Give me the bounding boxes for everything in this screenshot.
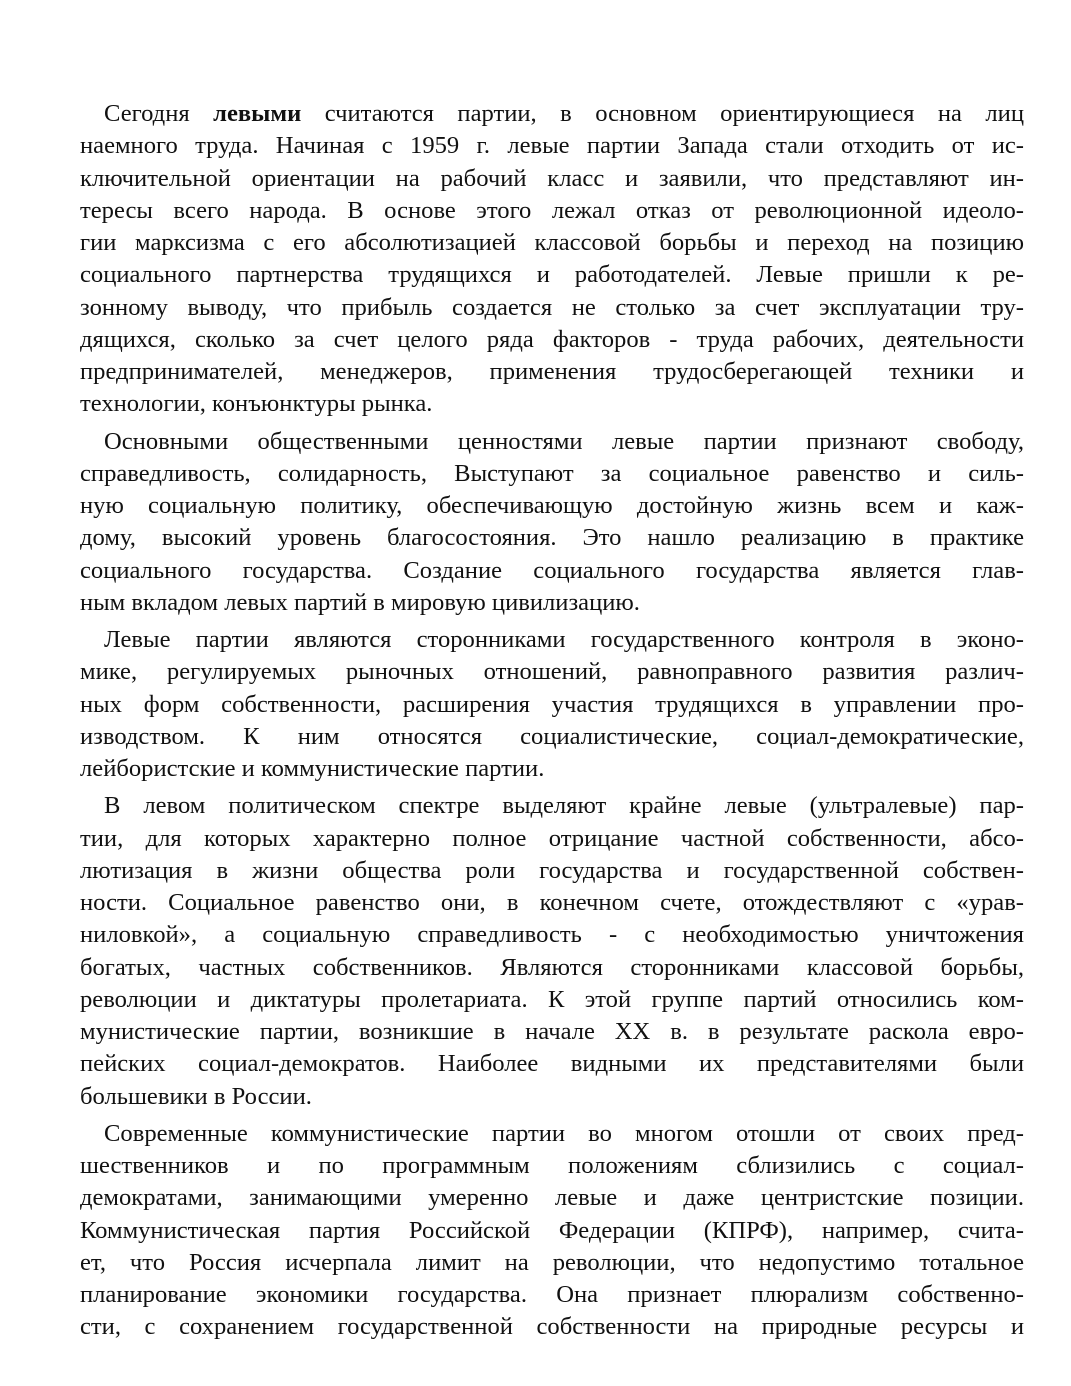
text-segment: тересы всего народа. В основе этого лежал отказ от революционной идеоло- — [80, 196, 1024, 224]
text-line — [80, 823, 1024, 855]
text-line — [80, 324, 1024, 356]
text-segment: зонному выводу, что прибыль создается не столько за счет эксплуатации тру- — [80, 293, 1024, 321]
text-segment: социального государства. Создание социального государства является глав- — [80, 556, 1024, 584]
text-segment: планирование экономики государства. Она признает плюрализм собственно- — [80, 1281, 1024, 1308]
text-segment: ности. Социальное равенство они, в конечном счете, отождествляют с «урав- — [80, 889, 1024, 916]
text-segment: дому, высокий уровень благосостояния. Это нашло реализацию в практике — [80, 524, 1024, 552]
text-segment: революции и диктатуры пролетариата. К этой группе партий относились ком- — [80, 985, 1024, 1013]
text-segment: ключительной ориентации на рабочий класс и заявили, что представляют ин- — [80, 164, 1024, 192]
text-segment: ным вкладом левых партий в мировую цивилизацию. — [80, 588, 640, 616]
text-segment: Основными общественными ценностями левые партии признают свободу, — [104, 427, 1024, 455]
text-segment: сти, с сохранением государственной собственности на природные ресурсы и — [80, 1313, 1024, 1341]
text-line — [80, 388, 1024, 420]
text-segment: демократами, занимающими умеренно левые и даже центристские позиции. — [80, 1184, 1024, 1212]
paragraph — [80, 426, 1024, 620]
text-segment: ниловкой», а социальную справедливость - с необходимостью уничтожения — [80, 921, 1024, 949]
text-line — [80, 1311, 1024, 1343]
text-line — [80, 356, 1024, 388]
text-line — [80, 624, 1024, 656]
bold-term: левыми — [213, 100, 302, 127]
text-segment: справедливость, солидарность, Выступают за социальное равенство и силь- — [80, 459, 1024, 487]
paragraph — [80, 624, 1024, 785]
text-line — [80, 753, 1024, 785]
text-line — [80, 1215, 1024, 1247]
text-segment: гии марксизма с его абсолютизацией классовой борьбы и переход на позицию — [80, 229, 1024, 256]
text-line — [80, 292, 1024, 324]
text-line — [80, 587, 1024, 619]
text-line — [80, 790, 1024, 822]
text-line — [80, 555, 1024, 587]
text-segment: Левые партии являются сторонниками государственного контроля в эконо- — [104, 626, 1024, 653]
text-line — [80, 130, 1024, 162]
text-line — [80, 1247, 1024, 1279]
text-line — [80, 163, 1024, 195]
text-segment: тии, для которых характерно полное отрицание частной собственности, абсо- — [80, 824, 1024, 852]
text-line — [80, 195, 1024, 227]
text-segment: лютизация в жизни общества роли государства и государственной собствен- — [80, 856, 1024, 884]
text-line — [80, 98, 1024, 130]
text-line — [80, 656, 1024, 688]
text-segment: лейбористские и коммунистические партии. — [80, 755, 545, 782]
text-line — [80, 259, 1024, 291]
text-segment: считаются партии, в основном ориентирующиеся на лиц — [301, 100, 1024, 127]
text-segment: мике, регулируемых рыночных отношений, равноправного развития различ- — [80, 658, 1024, 686]
text-line — [80, 887, 1024, 919]
text-line — [80, 458, 1024, 490]
text-line — [80, 490, 1024, 522]
text-segment: Коммунистическая партия Российской Федерации (КПРФ), например, счита- — [80, 1216, 1024, 1244]
text-line — [80, 1279, 1024, 1311]
text-segment: социального партнерства трудящихся и работодателей. Левые пришли к ре- — [80, 261, 1024, 289]
text-line — [80, 984, 1024, 1016]
text-segment: Современные коммунистические партии во многом отошли от своих пред- — [104, 1119, 1024, 1147]
paragraph — [80, 1118, 1024, 1344]
text-line — [80, 1150, 1024, 1182]
text-line — [80, 227, 1024, 259]
text-line — [80, 721, 1024, 753]
text-line — [80, 1118, 1024, 1150]
text-line — [80, 1182, 1024, 1214]
text-line — [80, 1081, 1024, 1113]
text-segment: пейских социал-демократов. Наиболее видными их представителями были — [80, 1050, 1024, 1078]
text-segment: В левом политическом спектре выделяют крайне левые (ультралевые) пар- — [104, 792, 1024, 820]
text-segment: Сегодня — [104, 100, 214, 127]
document-body — [80, 98, 1024, 1349]
paragraph — [80, 790, 1024, 1113]
text-line — [80, 1048, 1024, 1080]
text-segment: изводством. К ним относятся социалистические, социал-демократические, — [80, 722, 1024, 750]
text-line — [80, 689, 1024, 721]
text-segment: дящихся, сколько за счет целого ряда факторов - труда рабочих, деятельности — [80, 325, 1024, 353]
paragraph — [80, 98, 1024, 421]
text-line — [80, 952, 1024, 984]
text-segment: ных форм собственности, расширения участия трудящихся в управлении про- — [80, 690, 1024, 718]
text-line — [80, 426, 1024, 458]
text-segment: наемного труда. Начиная с 1959 г. левые партии Запада стали отходить от ис- — [80, 132, 1024, 160]
text-segment: мунистические партии, возникшие в начале XX в. в результате раскола евро- — [80, 1018, 1024, 1045]
text-line — [80, 919, 1024, 951]
text-line — [80, 522, 1024, 554]
text-segment: технологии, конъюнктуры рынка. — [80, 390, 433, 418]
text-segment: большевики в России. — [80, 1082, 312, 1110]
text-line — [80, 1016, 1024, 1048]
text-segment: шественников и по программным положениям сблизились с социал- — [80, 1152, 1024, 1179]
text-segment: ет, что Россия исчерпала лимит на революции, что недопустимо тотальное — [80, 1248, 1024, 1276]
text-segment: предпринимателей, менеджеров, применения трудосберегающей техники и — [80, 358, 1024, 385]
text-line — [80, 855, 1024, 887]
text-segment: ную социальную политику, обеспечивающую достойную жизнь всем и каж- — [80, 492, 1024, 519]
text-segment: богатых, частных собственников. Являются сторонниками классовой борьбы, — [80, 953, 1024, 981]
